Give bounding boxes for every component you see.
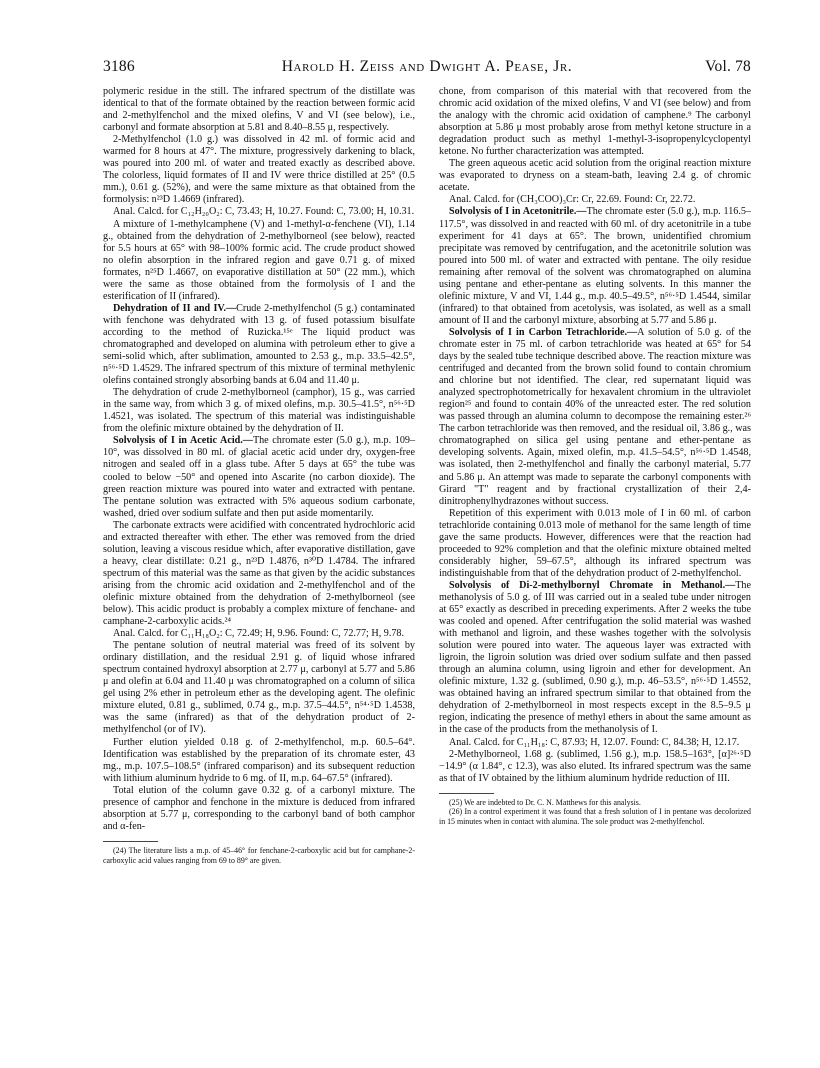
section-paragraph xyxy=(439,206,751,326)
body-paragraph xyxy=(103,737,415,785)
section-heading: Dehydration of II and IV.— xyxy=(113,302,237,314)
paragraph-text: Repetition of this experiment with 0.013 mole of I in 60 ml. of carbon tetrachloride containing 0.013 mole of methanol for the same length of time gave the same products. However, differences were that the reaction had proceeded to 92% completion and that the olefinic mixture obtained melted considerably higher, 59–67.5°, although its infrared spectrum was indistinguishable from that of the dehydration product of 2-methylfenchol. xyxy=(439,507,751,579)
body-paragraph xyxy=(103,520,415,628)
section-paragraph xyxy=(103,303,415,387)
paragraph-text: The carbonate extracts were acidified with concentrated hydrochloric acid and extracted thereafter with ether. The ether was removed from the dried solution, leaving a viscous residue which, after evaporative distillation, gave a heavy, clear distillate: 0.21 g., n²³D 1.4876, n³⁰D 1.4784. The infrared spectrum of this material was the same as that given by the acidic substances arising from the chromic acid oxidation and 2-methylfenchol and of the olefinic mixture obtained from the dehydration of 2-methylborneol (see below). This acidic product is probably a complex mixture of fenchane- and camphane-2-carboxylic acids.²⁴ xyxy=(103,519,415,628)
section-heading: Solvolysis of I in Acetic Acid.— xyxy=(113,435,253,447)
paragraph-text: A solution of 5.0 g. of the chromate ester in 75 ml. of carbon tetrachloride was heated at 65° for 54 days by the sealed tube technique described above. The reaction mixture was centrifuged and decanted from the brown solid found to contain chromium and chlorine but not identified. The clear, red supernatant liquid was analyzed spectrophotometrically for hexavalent chromium in the ultraviolet region²⁵ and found to contain 40% of the unreacted ester. The red solution was passed through an alumina column to decompose the remaining ester.²⁶ The carbon tetrachloride was then removed, and the residual oil, 3.86 g., was chromatographed on silica gel using pentane and ether-pentane as developing solvents. Again, mixed olefin, m.p. 41.5–54.5°, n⁵⁶·⁵D 1.4548, was isolated, then 2-methylfenchol and finally the carbonyl material, 5.77 and 5.86 μ. An attempt was made to separate the carbonyl components with Girard "T" reagent and by fractional crystallization of their 2,4-dinitrophenylhydrazones without success. xyxy=(439,326,751,507)
section-paragraph xyxy=(103,435,415,519)
footnote: (26) In a control experiment it was found that a fresh solution of I in pentane was decolorized in 15 minutes when in contact with alumina. The sole product was 2-methylfenchol. xyxy=(439,807,751,826)
paragraph-text: Anal. Calcd. for C₁₂H₂₀O₂: C, 73.43; H, 10.27. Found: C, 73.00; H, 10.31. xyxy=(113,206,415,218)
section-heading: Solvolysis of Di-2-methylbornyl Chromate in Methanol.— xyxy=(449,579,736,591)
body-paragraph xyxy=(439,194,751,206)
paragraph-text: The chromate ester (5.0 g.), m.p. 116.5–117.5°, was dissolved in and reacted with 60 ml. of dry acetonitrile in a tube experiment for 41 days at 65°. The brown, unidentified chromium precipitate was removed by centrifugation, and the acetonitrile solution was poured into 500 ml. of water and extracted with pentane. The oily residue remaining after removal of the solvent was chromatographed on alumina using pentane and ether-pentane as eluting solvents. In this manner the olefinic mixture, V and VI, 1.44 g., m.p. 40.5–49.5°, n⁵⁶·⁵D 1.4544, similar (infrared) to that obtained from acetolysis, was isolated, as well as a small amount of II and the carbonyl mixture, absorbing at 5.77 and 5.86 μ. xyxy=(439,206,751,326)
body-paragraph xyxy=(103,134,415,206)
paragraph-text: 2-Methylborneol, 1.68 g. (sublimed, 1.56 g.), m.p. 158.5–163°, [α]²⁶·⁵D −14.9° (α 1.84°, c 12.3), was also eluted. Its infrared spectrum was the same as that of IV obtained by the lithium aluminum hydride reduction of III. xyxy=(439,748,751,784)
paragraph-text: The methanolysis of 5.0 g. of III was carried out in a sealed tube under nitrogen at 65° exactly as described in preceding experiments. After 2 weeks the tube was cooled and opened. After centrifugation the solid material was washed with methanol and ligroin, and these washes together with the solvolysis solution were poured into water. The aqueous layer was extracted with ligroin, the ligroin solution was dried over sodium sulfate and then passed through an alumina column, using ligroin and ether for development. An olefinic mixture, 1.32 g. (sublimed, 0.90 g.), m.p. 46–53.5°, n⁵⁶·⁵D 1.4552, was obtained having an infrared spectrum similar to that obtained from the dehydration of 2-methylborneol in most respects except in the 8.5–9.5 μ region, indicating the presence of methyl ethers in about the same amount as in the case of the products from the methanolysis of I. xyxy=(439,579,751,736)
body-paragraph xyxy=(103,628,415,640)
volume-label: Vol. 78 xyxy=(705,58,751,75)
section-heading: Solvolysis of I in Acetonitrile.— xyxy=(449,206,587,218)
paragraph-text: The dehydration of crude 2-methylborneol (camphor), 15 g., was carried in the same way, from which 3 g. of mixed olefins, m.p. 30.5–41.5°, n⁵⁶·⁵D 1.4521, was isolated. The spectrum of this material was indistinguishable from the olefinic mixture obtained by the dehydration of II. xyxy=(103,387,415,435)
paragraph-text: chone, from comparison of this material with that recovered from the chromic acid oxidation of the mixed olefins, V and VI (see below) and from the analogy with the chromic acid oxidation of camphene.⁹ The carbonyl absorption at 5.86 μ most probably arose from methyl ketone structure in a degradation product such as methyl 1-methyl-3-isopropenylcyclopentyl ketone. No further characterization was attempted. xyxy=(439,86,751,158)
right-column xyxy=(439,86,751,827)
paragraph-text: The chromate ester (5.0 g.), m.p. 109–10°, was dissolved in 80 ml. of glacial acetic acid under dry, oxygen-free nitrogen and sealed off in a glass tube. After 5 days at 65° the tube was cooled to below −50° and opened into Ascarite (no carbon dioxide). The green reaction mixture was poured into water and extracted with pentane. The pentane solution was extracted with 5% aqueous sodium carbonate, washed, dried over sodium sulfate and then put aside momentarily. xyxy=(103,435,416,519)
running-header xyxy=(103,58,751,78)
body-paragraph xyxy=(439,749,751,785)
paragraph-text: Total elution of the column gave 0.32 g. of a carbonyl mixture. The presence of camphor and fenchone in the mixture is deduced from infrared absorption at 5.77 μ, corresponding to the carbonyl band of both camphor and α-fen- xyxy=(103,784,415,832)
paragraph-text: The pentane solution of neutral material was freed of its solvent by ordinary distillation, and the residual 2.91 g. of liquid whose infrared spectrum contained hydroxyl absorption at 2.77 μ, carbonyl at 5.77 and 5.86 μ and olefin at 6.04 and 11.40 μ was chromatographed on a column of silica gel using 2% ether in petroleum ether as the developing agent. The olefinic mixture eluted, 0.81 g., sublimed, 0.74 g., m.p. 37.5–44.5°, n⁵⁴·⁵D 1.4538, was the same (infrared) as that of the dehydration product of 2-methylfenchol (or of IV). xyxy=(103,640,415,736)
footnote: (25) We are indebted to Dr. C. N. Matthews for this analysis. xyxy=(449,797,641,807)
paragraph-text: Anal. Calcd. for C₁₁H₁₈: C, 87.93; H, 12.07. Found: C, 84.38; H, 12.17. xyxy=(449,736,740,748)
body-paragraph xyxy=(103,86,415,134)
body-paragraph xyxy=(439,86,751,158)
body-paragraph xyxy=(103,640,415,736)
section-heading: Solvolysis of I in Carbon Tetrachloride.— xyxy=(449,326,638,338)
section-paragraph xyxy=(439,327,751,508)
running-title: Harold H. Zeiss and Dwight A. Pease, Jr. xyxy=(281,58,573,75)
paragraph-text: Crude 2-methylfenchol (5 g.) contaminated with fenchone was dehydrated with 13 g. of fused potassium bisulfate according to the method of Ruzicka.¹⁵ᵉ The liquid product was chromatographed and developed on alumina with petroleum ether to give a semi-solid which, after sublimation, amounted to 2.53 g., m.p. 33.5–42.5°, n⁵⁶·⁵D 1.4529. The infrared spectrum of this mixture of terminal methylenic olefins contained strongly absorbing bands at 6.04 and 11.40 μ. xyxy=(103,302,415,387)
paragraph-text: 2-Methylfenchol (1.0 g.) was dissolved in 42 ml. of formic acid and warmed for 8 hours at 47°. The mixture, progressively darkening to black, was poured into 200 ml. of water and treated exactly as described above. The colorless, liquid formates of II and IV were thrice distilled at 25° (0.5 mm.), 0.61 g. (52%), and were the same mixture as that obtained from the formolysis: n²³D 1.4669 (infrared). xyxy=(103,134,415,206)
paragraph-text: Anal. Calcd. for C₁₁H₁₈O₂: C, 72.49; H, 9.96. Found: C, 72.77; H, 9.78. xyxy=(113,628,405,640)
footnote-divider xyxy=(439,793,494,794)
body-paragraph xyxy=(103,219,415,303)
page-number: 3186 xyxy=(103,58,135,75)
body-paragraph xyxy=(103,785,415,833)
left-column xyxy=(103,86,415,865)
body-paragraph xyxy=(103,206,415,218)
paragraph-text: polymeric residue in the still. The infrared spectrum of the distillate was identical to that of the formate obtained by the reaction between formic acid and 2-methylfenchol and the mixed olefins, V and VI (see below), i.e., carbonyl and formate absorption at 5.81 and 8.40–8.55 μ, respectively. xyxy=(103,86,415,134)
body-paragraph xyxy=(103,387,415,435)
body-paragraph xyxy=(439,158,751,194)
paragraph-text: A mixture of 1-methylcamphene (V) and 1-methyl-α-fenchene (VI), 1.14 g., obtained from the dehydration of 2-methylborneol (see below), reacted for 5.5 hours at 65° with 98–100% formic acid. The crude product showed no olefin absorption in the infrared region and gave 0.71 g. of mixed formates, n²⁵D 1.4667, on evaporative distillation at 50° (22 mm.), which were the same as those obtained from the formolysis of I and the esterification of II (infrared). xyxy=(103,218,415,302)
body-paragraph xyxy=(439,737,751,749)
body-paragraph xyxy=(439,508,751,580)
paragraph-text: The green aqueous acetic acid solution from the original reaction mixture was evaporated to dryness on a steam-bath, leaving 2.4 g. of chromic acetate. xyxy=(439,158,751,194)
paragraph-text: Anal. Calcd. for (CH₃COO)₃Cr: Cr, 22.69. Found: Cr, 22.72. xyxy=(449,194,696,206)
footnote: (24) The literature lists a m.p. of 45–46° for fenchane-2-carboxylic acid but for camphane-2-carboxylic acid values ranging from 69 to 89° are given. xyxy=(103,845,415,865)
footnote-divider xyxy=(103,841,158,842)
paragraph-text: Further elution yielded 0.18 g. of 2-methylfenchol, m.p. 60.5–64°. Identification was established by the preparation of its chromate ester, 43 mg., m.p. 107.5–108.5° (infrared comparison) and its subsequent reduction with lithium aluminum hydride to 6 mg. of II, m.p. 64–67.5° (infrared). xyxy=(103,736,415,784)
section-paragraph xyxy=(439,580,751,737)
